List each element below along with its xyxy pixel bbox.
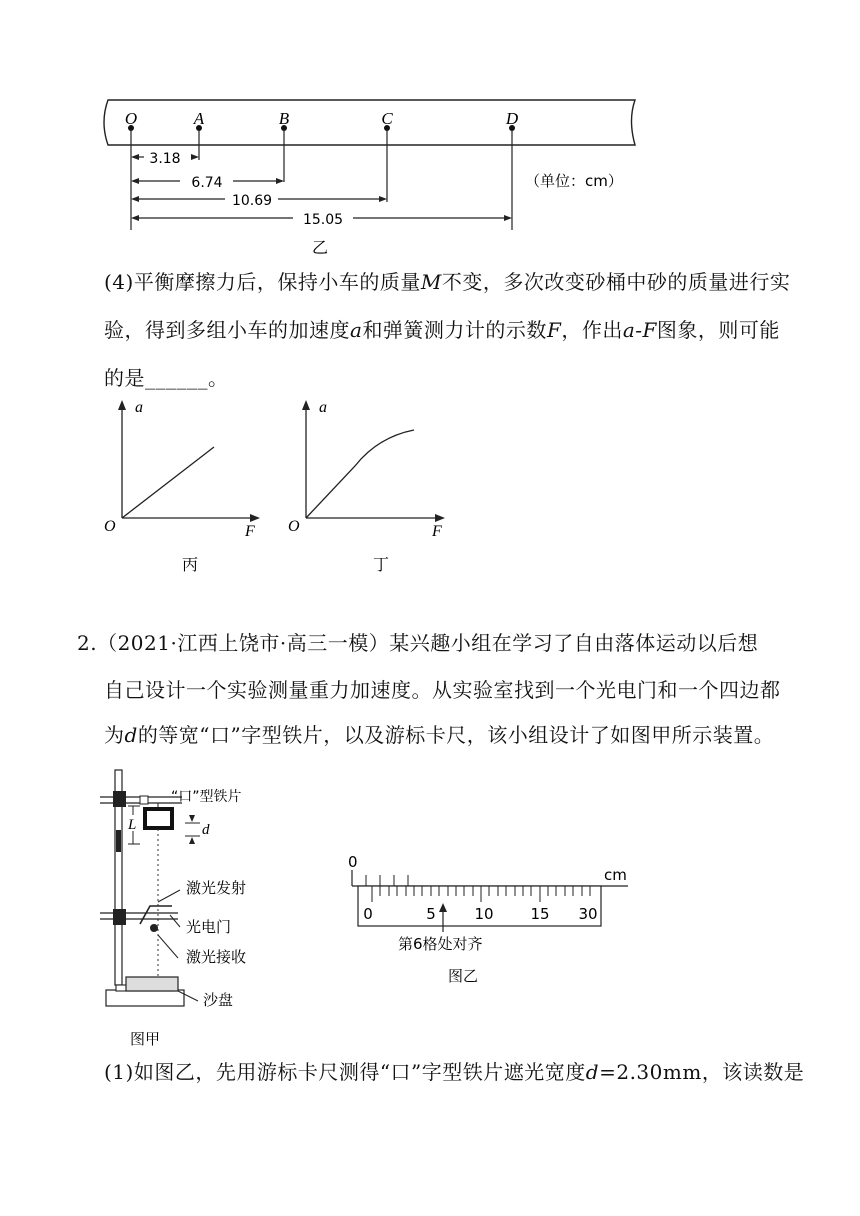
apparatus-caption: 图甲	[130, 1030, 161, 1048]
question-4-line3: 的是______。	[104, 366, 229, 390]
label-B: B	[278, 109, 290, 128]
main-scale-zero: 0	[348, 853, 358, 871]
caliper-unit: cm	[604, 866, 627, 884]
question-2-line3: 为d的等宽“口”字型铁片，以及游标卡尺，该小组设计了如图甲所示装置。	[104, 723, 775, 747]
question-2-line1: 2.（2021·江西上饶市·高三一模）某兴趣小组在学习了自由落体运动以后想	[77, 631, 759, 655]
question-2-1-line: (1)如图乙，先用游标卡尺测得“口”字型铁片遮光宽度d=2.30mm，该读数是	[104, 1060, 805, 1084]
iron-plate	[145, 809, 172, 828]
distance-OD: 15.05	[302, 212, 344, 228]
plate-label: “口”型铁片	[171, 789, 242, 805]
laser-receive-label: 激光接收	[186, 948, 247, 966]
label-A: A	[193, 109, 205, 128]
graph-bing-caption: 丙	[181, 555, 199, 574]
svg-text:O: O	[104, 518, 116, 535]
label-O: O	[124, 109, 138, 128]
caliper-caption: 图乙	[448, 967, 479, 985]
svg-text:L: L	[128, 817, 137, 833]
vernier-30: 30	[578, 905, 598, 923]
laser-emit-label: 激光发射	[186, 879, 247, 897]
tape-caption: 乙	[311, 238, 329, 257]
svg-text:F: F	[432, 523, 442, 540]
vernier-5: 5	[426, 905, 436, 923]
distance-OB: 6.74	[191, 175, 223, 191]
distance-OC: 10.69	[231, 193, 273, 209]
question-2-line2: 自己设计一个实验测量重力加速度。从实验室找到一个光电门和一个四边都	[104, 678, 781, 702]
svg-text:F: F	[245, 523, 255, 540]
svg-text:d: d	[202, 822, 210, 838]
unit-note: （单位：cm）	[525, 172, 623, 190]
svg-text:a: a	[319, 399, 327, 416]
photogate-label: 光电门	[186, 918, 232, 936]
caliper-note: 第6格处对齐	[398, 935, 483, 953]
vernier-15: 15	[530, 905, 550, 923]
svg-text:a: a	[135, 399, 143, 416]
vernier-10: 10	[474, 905, 494, 923]
distance-OA: 3.18	[149, 151, 181, 167]
label-C: C	[381, 109, 393, 128]
sand-tray-label: 沙盘	[203, 991, 234, 1009]
question-4-line1: (4)平衡摩擦力后，保持小车的质量M不变，多次改变砂桶中砂的质量进行实	[104, 270, 791, 294]
graph-ding-caption: 丁	[372, 555, 390, 574]
label-D: D	[505, 109, 519, 128]
vernier-0: 0	[363, 905, 373, 923]
caliper	[348, 853, 628, 985]
question-4-line2: 验，得到多组小车的加速度a和弹簧测力计的示数F，作出a-F图象，则可能	[104, 318, 780, 342]
svg-text:O: O	[288, 518, 300, 535]
